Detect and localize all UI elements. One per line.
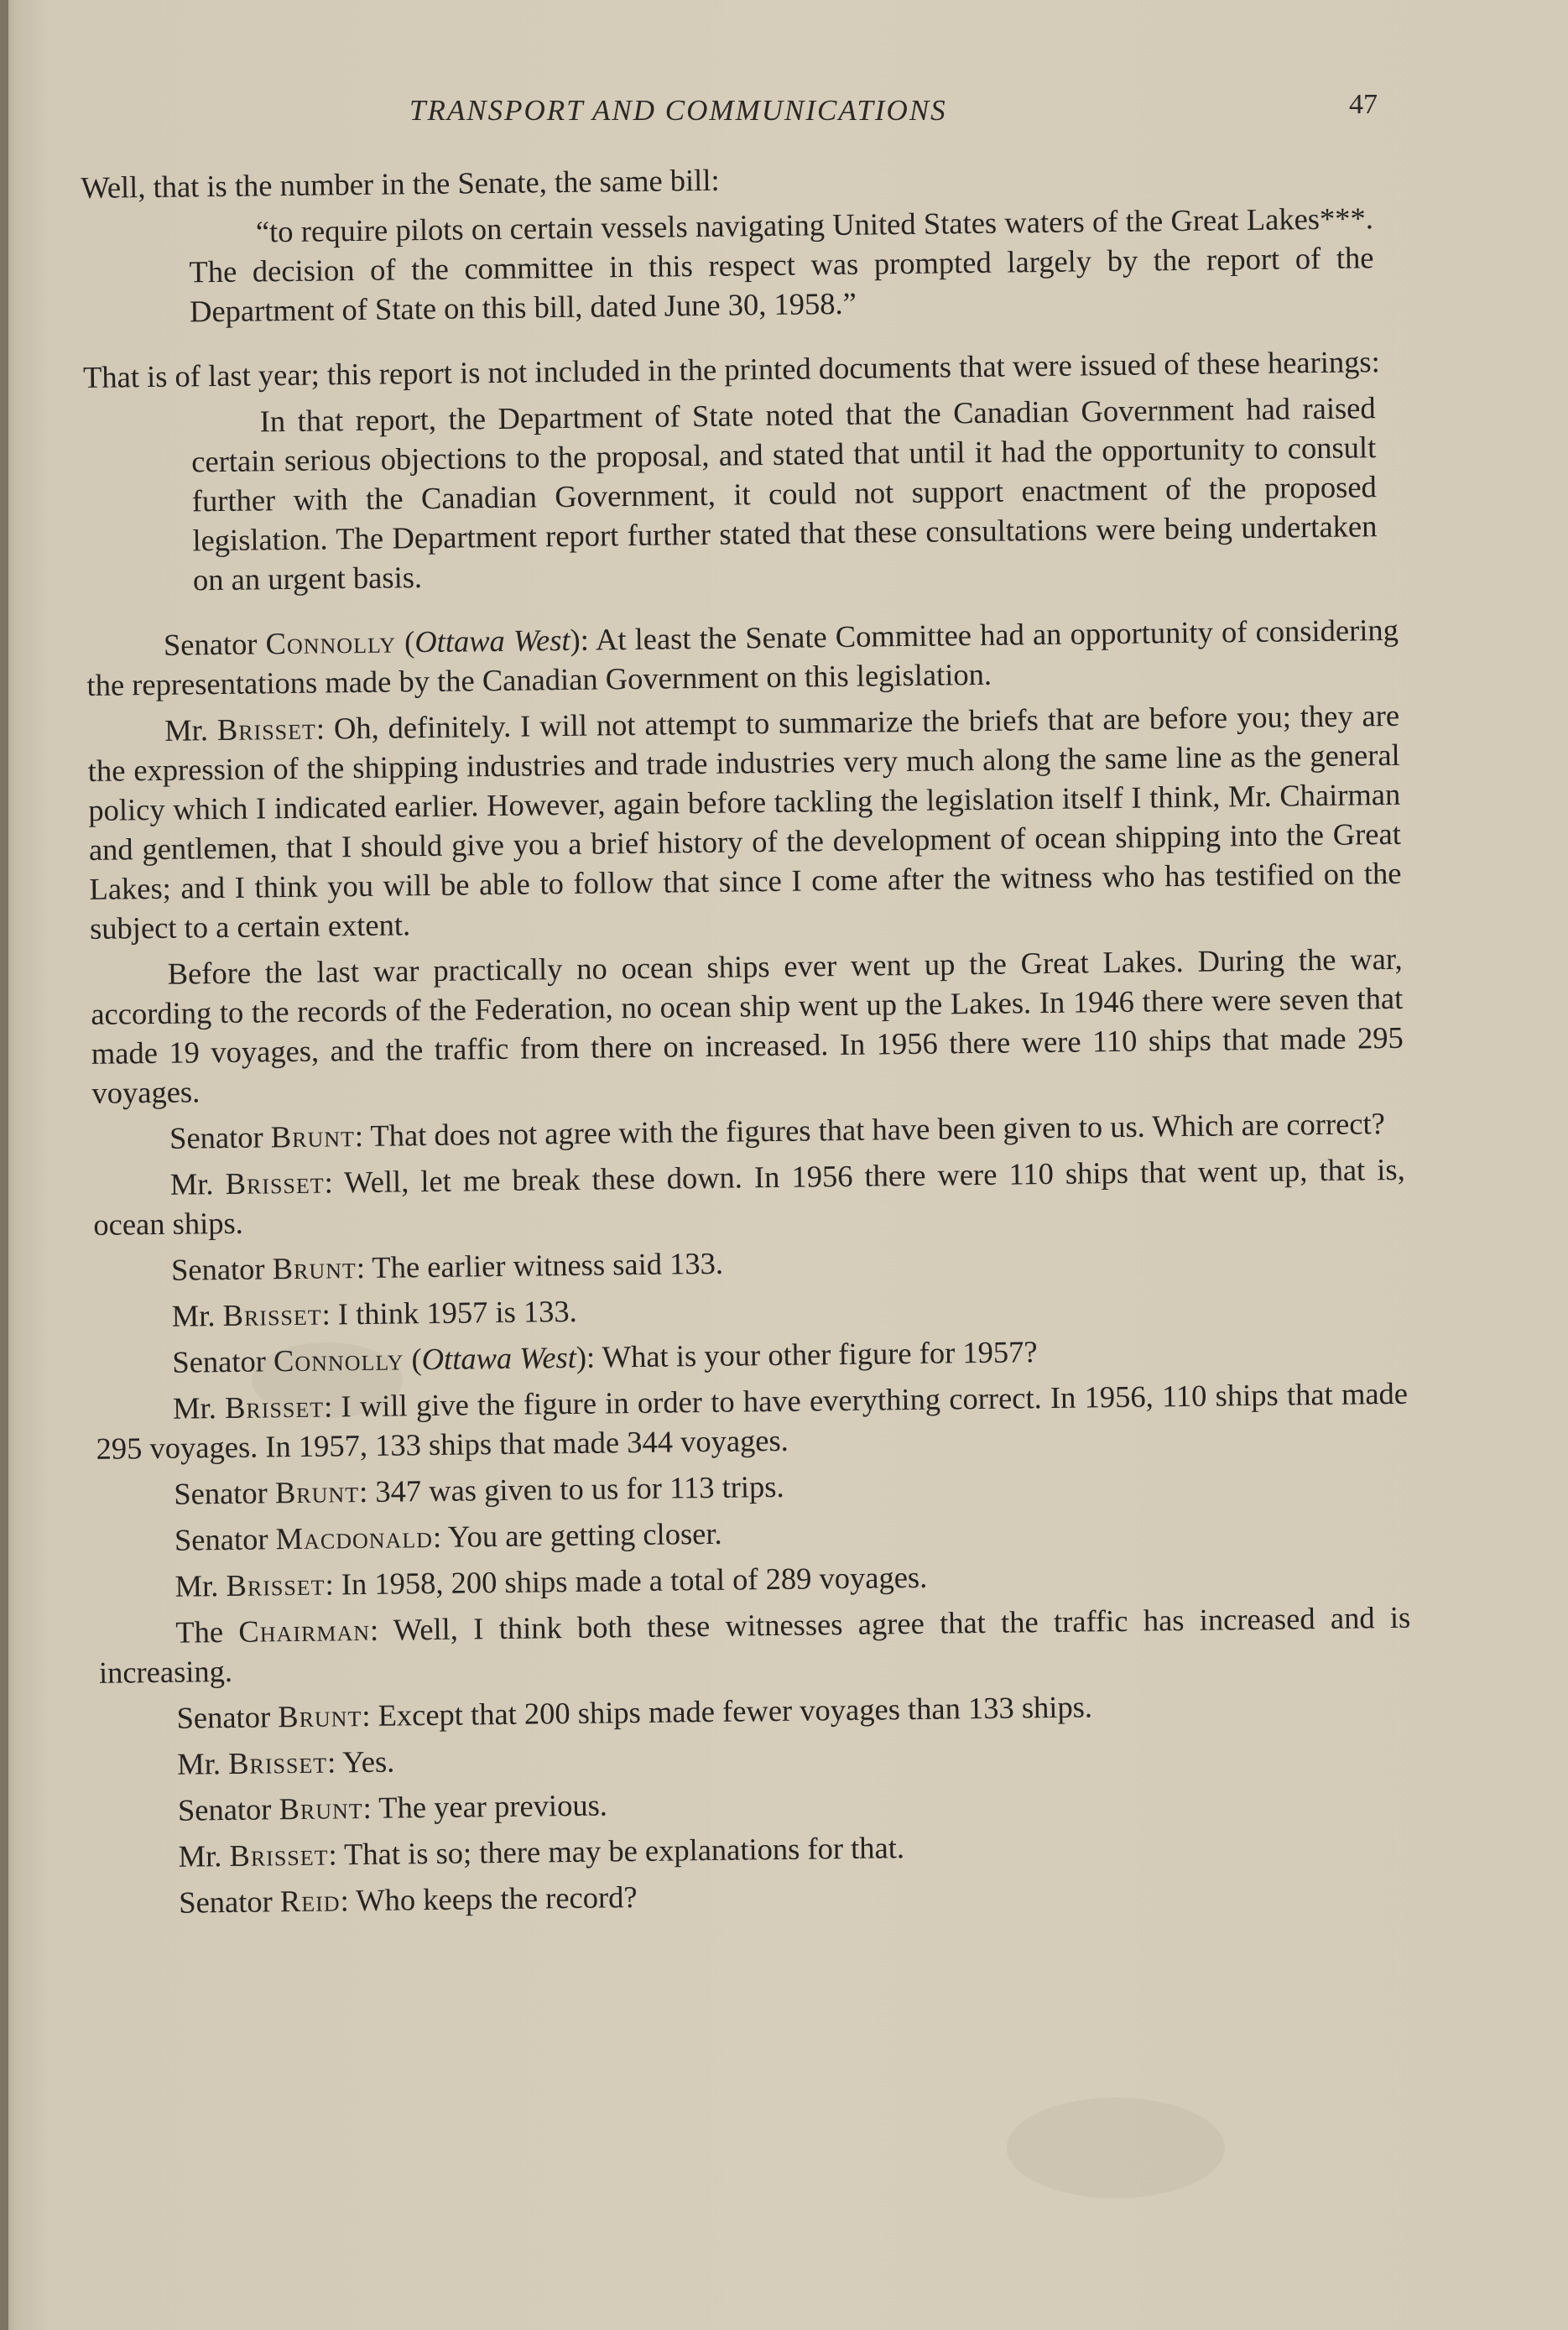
- speaker-title: Senator: [174, 1475, 268, 1511]
- speech-paragraph: [99, 1683, 1411, 1738]
- speech-paragraph: [101, 1775, 1413, 1831]
- speaker-title: Senator: [170, 1251, 265, 1287]
- speaker-riding: Ottawa West: [421, 1339, 577, 1377]
- speech-text: : That does not agree with the figures that have been given to us. Which are correct?: [354, 1106, 1386, 1154]
- speaker-title: Senator: [169, 1119, 263, 1155]
- speaker-name: Brisset: [216, 711, 317, 748]
- paper-stain: [1007, 2098, 1225, 2198]
- speaker-title: Senator: [172, 1343, 267, 1379]
- speaker-title: Mr.: [178, 1838, 222, 1874]
- speaker-title: Mr.: [169, 1166, 214, 1201]
- speech-paragraph: [97, 1551, 1409, 1607]
- speech-paragraph: [87, 696, 1402, 948]
- speaker-name: Chairman: [238, 1612, 371, 1649]
- speech-paragraph: [96, 1374, 1409, 1468]
- speech-paragraph: [94, 1281, 1406, 1337]
- paragraph: That is of last year; this report is not included in the printed documents that were issued of these hearings:: [82, 344, 1380, 394]
- speaker-title: Senator: [177, 1791, 272, 1827]
- speech-paragraph: Senator Connolly (Ottawa West): What is your other figure for 1957?: [172, 1334, 1038, 1379]
- speaker-name: Brisset: [226, 1566, 326, 1603]
- speaker-title: Senator: [174, 1521, 268, 1557]
- speech-text: : Who keeps the record?: [340, 1879, 638, 1918]
- speech-text: : Well, I think both these witnesses agree that the traffic has increased and is increasing.: [98, 1599, 1411, 1690]
- speech-paragraph: [98, 1598, 1411, 1692]
- page-number: 47: [1349, 89, 1378, 120]
- speaker-name: Brunt: [277, 1698, 362, 1734]
- speech-paragraph: Senator Connolly (Ottawa West): At least the Senate Committee had an opportunity of considering the representations made by the Canadian Government on this legislation.: [86, 612, 1399, 702]
- speech-text: : In 1958, 200 ships made a total of 289 voyages.: [325, 1559, 928, 1602]
- page-body: [81, 152, 1414, 1930]
- speaker-title: Senator: [179, 1884, 273, 1920]
- quoted-passage: “to require pilots on certain vessels navigating United States waters of the Great Lakes***. The decision of the committee in this respect was prompted largely by the report of the Department of State on this bill, dated June 30, 1958.”: [189, 201, 1374, 329]
- speech-text: : I think 1957 is 133.: [321, 1293, 578, 1332]
- speech-paragraph: [97, 1505, 1409, 1561]
- speech-text: : That is so; there may be explanations for that.: [328, 1830, 905, 1872]
- speaker-name: Brisset: [222, 1296, 322, 1333]
- speaker-name: Brisset: [227, 1744, 328, 1780]
- speech-text: : You are getting closer.: [432, 1515, 722, 1554]
- speaker-name: Connolly: [265, 624, 397, 661]
- speaker-title: Senator: [163, 626, 258, 662]
- speaker-title: The: [175, 1614, 224, 1650]
- running-title: TRANSPORT AND COMMUNICATIONS: [409, 94, 947, 127]
- book-spine-shadow: [0, 0, 8, 2330]
- speaker-title: Mr.: [171, 1298, 216, 1333]
- speech-text: : What is your other figure for 1957?: [586, 1334, 1038, 1374]
- speech-text: : Yes.: [326, 1744, 395, 1780]
- speech-paragraph: [102, 1868, 1414, 1923]
- speaker-name: Brunt: [274, 1474, 360, 1510]
- speaker-name: Macdonald: [275, 1519, 434, 1556]
- speaker-title: Mr.: [175, 1568, 219, 1603]
- speech-paragraph: [96, 1459, 1409, 1514]
- speech-text: : 347 was given to us for 113 trips.: [358, 1468, 784, 1509]
- paragraph: Before the last war practically no ocean ships ever went up the Great Lakes. During the war, according to the records of the Federation, no ocean ship went up the Lakes. In 1946 there were seven that made 19 voyages, and the traffic from there on increased. In 1956 there were 110 ships that made 295 voyages.: [91, 941, 1404, 1110]
- speaker-name: Brisset: [225, 1165, 325, 1201]
- speaker-name: Brunt: [270, 1118, 356, 1155]
- speech-paragraph: [100, 1729, 1412, 1785]
- speech-paragraph: [92, 1103, 1404, 1159]
- speaker-title: Mr.: [172, 1390, 217, 1426]
- speech-text: : Except that 200 ships made fewer voyages than 133 ships.: [362, 1689, 1093, 1733]
- speech-text: : I will give the figure in order to have everything correct. In 1956, 110 ships that made 295 voyages. In 1957, 133 ships that made 344 voyages.: [96, 1375, 1409, 1466]
- speech-text: : The earlier witness said 133.: [356, 1245, 724, 1285]
- speaker-title: Mr.: [164, 712, 209, 748]
- speech-text: : At least the Senate Committee had an opportunity of considering the representations made by the Canadian Government on this legislation.: [86, 612, 1399, 702]
- speech-paragraph: [94, 1235, 1406, 1290]
- speaker-name: Reid: [279, 1883, 341, 1919]
- speech-text: : Well, let me break these down. In 1956 there were 110 ships that went up, that is, ocean ships.: [93, 1151, 1405, 1242]
- quoted-passage: In that report, the Department of State noted that the Canadian Government had raised certain serious objections to the proposal, and stated that until it had the opportunity to consult further with the Canadian Government, it could not support enactment of the proposed legislation. The Department report further stated that these consultations were being undertaken on an urgent basis.: [191, 390, 1378, 597]
- speech-text: : The year previous.: [362, 1787, 608, 1826]
- speaker-riding: Ottawa West: [414, 622, 570, 659]
- paragraph: Well, that is the number in the Senate, the same bill:: [81, 162, 720, 205]
- speech-paragraph: [93, 1149, 1406, 1244]
- speaker-name: Connolly: [273, 1342, 404, 1379]
- speaker-title: Senator: [176, 1699, 271, 1735]
- speaker-name: Brisset: [229, 1837, 329, 1873]
- speech-paragraph: [101, 1822, 1413, 1877]
- speaker-name: Brunt: [272, 1250, 357, 1286]
- speaker-name: Brunt: [279, 1791, 363, 1827]
- speech-text: : Oh, definitely. I will not attempt to summarize the briefs that are before you; they are the expression of the shipping industries and trade industries very much along the same line as the general policy which I indicated earlier. However, again before tackling the legislation itself I think, Mr. Chairman and gentlemen, that I should give you a brief history of the development of ocean shipping into the Great Lakes; and I think you will be able to follow that since I come after the witness who has testified on the subject to a certain extent.: [87, 697, 1402, 946]
- speaker-name: Brisset: [224, 1389, 325, 1426]
- speaker-title: Mr.: [176, 1746, 221, 1781]
